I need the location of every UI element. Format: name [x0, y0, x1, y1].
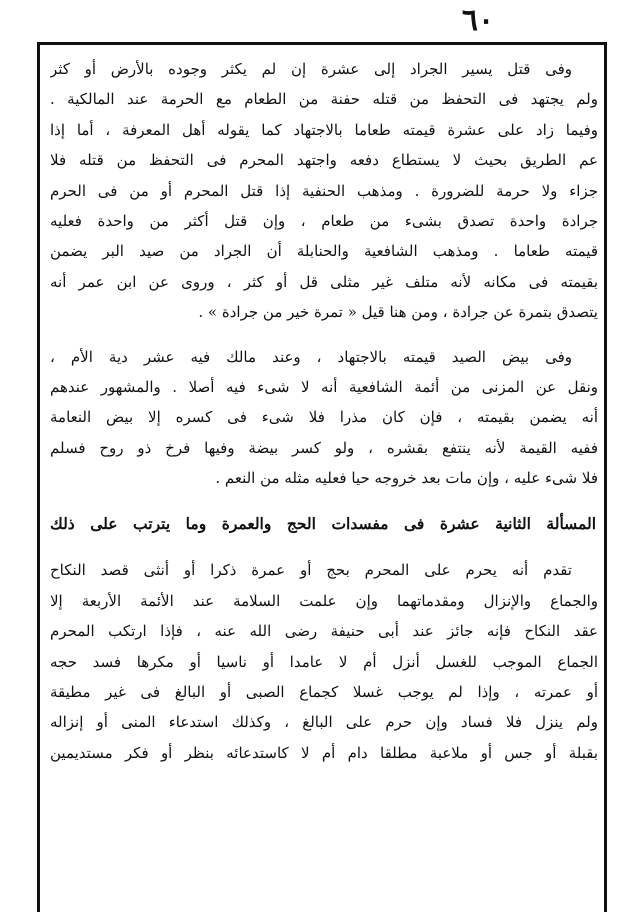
text-line: وفى بيض الصيد قيمته بالاجتهاد ، وعند مالك فيه عشر دية الأم ، [50, 347, 572, 366]
paragraph-gap [50, 541, 598, 555]
text-line: بقبلة أو جس أو ملاعبة مطلقا دام أم لا كاستدعائه بنظر أو فكر مستديمين [50, 743, 598, 762]
paragraph-invalidators [50, 555, 598, 768]
text-line: بقيمته فى مكانه لأنه متلف غير مثلى قل أو كثر ، وروى عن ابن عمر أنه [50, 272, 598, 291]
text-line: عقد النكاح فإنه جائز عند أبى حنيفة رضى الله عنه ، فإذا ارتكب المحرم [50, 622, 598, 641]
text-line: الجماع الموجب للغسل أنزل أم لا عامدا أو ناسيا أو مكرها فسد حجه [50, 652, 598, 671]
text-line: جرادة واحدة تصدق بشىء من طعام ، وإن قتل أكثر من واحدة فعليه [50, 211, 598, 230]
paragraph-locusts [50, 54, 598, 328]
text-line: والجماع والإنزال ومقدماتهما وإن علمت السلامة عند الأئمة الأربعة إلا [50, 591, 598, 610]
text-line: فلا شىء عليه ، وإن مات بعد خروجه حيا فعليه مثله من النعم . [215, 469, 598, 488]
text-line: وفيما زاد على عشرة قيمته طعاما بالاجتهاد كما يقوله أهل المعرفة ، أما إذا [50, 120, 598, 139]
text-line: يتصدق بتمرة عن جرادة ، ومن هنا قيل « تمرة خير من جرادة » . [198, 303, 598, 322]
text-line: ولم يجتهد فى التحفظ من قتله حفنة من الطعام مع الحرمة عند المالكية . [50, 90, 598, 109]
text-line: ففيه القيمة لأنه ينتفع بقشره ، ولو كسر بيضة وفيها فرخ ذو روح فسلم [50, 438, 598, 457]
text-line: تقدم أنه يحرم على المحرم بحج أو عمرة ذكرا أو أنثى قصد النكاح [50, 561, 572, 580]
text-line: أنه يضمن بقيمته ، فإن كان مذرا فلا شىء فى كسره إلا بيض النعامة [50, 408, 598, 427]
text-line: وفى قتل يسير الجراد إلى عشرة إن لم يكثر وجوده بالأرض أو كثر [50, 60, 572, 78]
paragraph-eggs [50, 342, 598, 494]
text-line: ولم ينزل فلا فساد وإن حرم على البالغ ، وكذلك استدعاء المنى أو إنزاله [50, 713, 598, 732]
text-line: ونقل عن المزنى من أئمة الشافعية أنه لا شىء فيه أصلا . والمشهور عندهم [50, 377, 598, 396]
paragraph-gap [50, 493, 598, 507]
section-heading: المسألة الثانية عشرة فى مفسدات الحج والعمرة وما يترتب على ذلك [50, 514, 596, 534]
text-line: أو عمرته ، وإذا لم يوجب غسلا كجماع الصبى أو البالغ فى غير مطيقة [50, 683, 598, 702]
paragraph-gap [50, 328, 598, 342]
page-number: ٦٠ [461, 3, 495, 38]
text-line: جزاء ولا حرمة للضرورة . ومذهب الحنفية إذا قتل المحرم أو من فى الحرم [50, 181, 598, 200]
page-body [50, 54, 598, 768]
text-line: قيمته طعاما . ومذهب الشافعية والحنابلة أن الجراد من صيد البر يضمن [50, 242, 598, 261]
text-line: عم الطريق بحيث لا يستطاع دفعه واجتهد المحرم فى التحفظ من قتله فلا [50, 151, 598, 170]
